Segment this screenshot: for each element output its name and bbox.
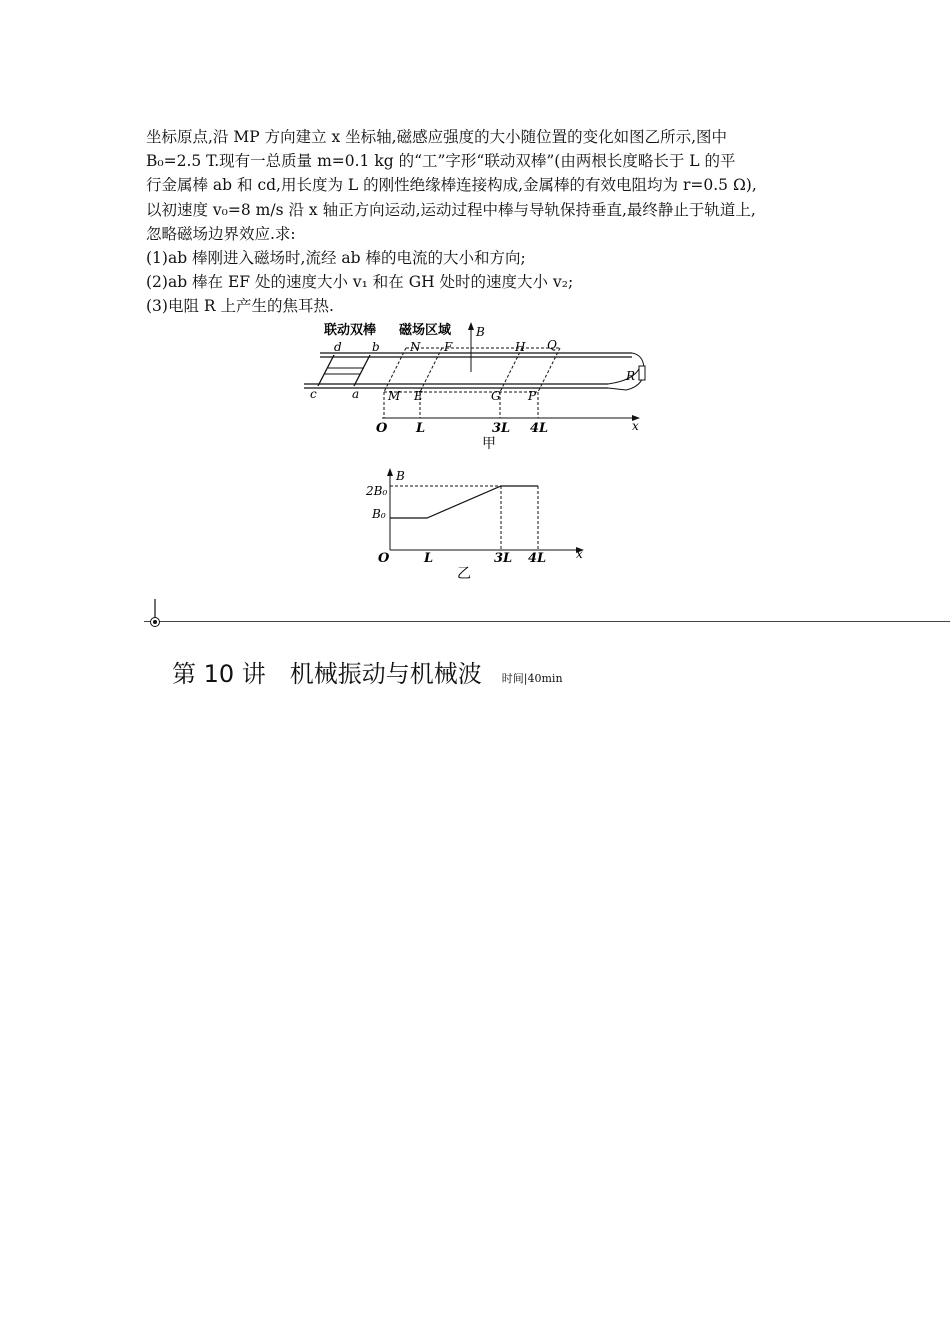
- section-divider: [144, 621, 950, 622]
- letter-H: H: [515, 340, 526, 354]
- axis-x: x: [632, 419, 639, 433]
- letter-M: M: [388, 389, 401, 403]
- letter-d: d: [334, 340, 342, 354]
- letter-c: c: [310, 387, 317, 401]
- problem-line: (2)ab 棒在 EF 处的速度大小 v₁ 和在 GH 处时的速度大小 v₂;: [146, 273, 574, 292]
- letter-Q: Q: [547, 338, 557, 352]
- problem-line: (3)电阻 R 上产生的焦耳热.: [146, 297, 334, 316]
- letter-G: G: [491, 389, 501, 403]
- ytick-2B0: 2B₀: [366, 484, 388, 498]
- letter-a: a: [352, 387, 360, 401]
- problem-line: 坐标原点,沿 MP 方向建立 x 坐标轴,磁感应强度的大小随位置的变化如图乙所示,图中: [146, 128, 728, 146]
- problem-line: 以初速度 v₀=8 m/s 沿 x 轴正方向运动,运动过程中棒与导轨保持垂直,最终静止于轨道上,: [146, 200, 756, 219]
- letter-E: E: [414, 389, 423, 403]
- resistor-label: R: [626, 369, 636, 383]
- problem-line: (1)ab 棒刚进入磁场时,流经 ab 棒的电流的大小和方向;: [146, 249, 526, 268]
- tick-3L: 3L: [492, 421, 511, 436]
- label-rods: 联动双棒: [324, 323, 377, 338]
- figure-jia: [296, 318, 666, 458]
- caption-yi: 乙: [457, 566, 471, 582]
- divider-marker-icon: [148, 599, 162, 629]
- axis-B: B: [476, 325, 485, 339]
- ytick-B0: B₀: [372, 507, 386, 521]
- letter-b: b: [372, 340, 380, 354]
- xtick-O: O: [378, 551, 390, 566]
- axis-x: x: [576, 547, 583, 561]
- problem-line: B₀=2.5 T.现有一总质量 m=0.1 kg 的“工”字形“联动双棒”(由两根长度略长于 L 的平: [146, 152, 736, 171]
- tick-4L: 4L: [530, 421, 549, 436]
- tick-O: O: [376, 421, 388, 436]
- lesson-heading: [172, 654, 563, 689]
- xtick-L: L: [424, 551, 434, 566]
- letter-N: N: [410, 340, 421, 354]
- xtick-4L: 4L: [528, 551, 547, 566]
- caption-jia: 甲: [482, 436, 496, 452]
- problem-line: 行金属棒 ab 和 cd,用长度为 L 的刚性绝缘棒连接构成,金属棒的有效电阻均为 r=0.5 Ω),: [146, 176, 757, 195]
- letter-F: F: [444, 340, 453, 354]
- problem-text: [146, 125, 826, 319]
- lesson-title: 第 10 讲 机械振动与机械波: [172, 660, 482, 688]
- tick-L: L: [416, 421, 426, 436]
- series-line: [390, 486, 538, 518]
- letter-P: P: [528, 389, 537, 403]
- axis-B: B: [396, 469, 405, 483]
- lesson-time: 时间|40min: [501, 672, 563, 685]
- figure-yi: [360, 466, 600, 584]
- xtick-3L: 3L: [494, 551, 513, 566]
- problem-line: 忽略磁场边界效应.求:: [146, 224, 296, 243]
- label-field: 磁场区域: [399, 323, 452, 338]
